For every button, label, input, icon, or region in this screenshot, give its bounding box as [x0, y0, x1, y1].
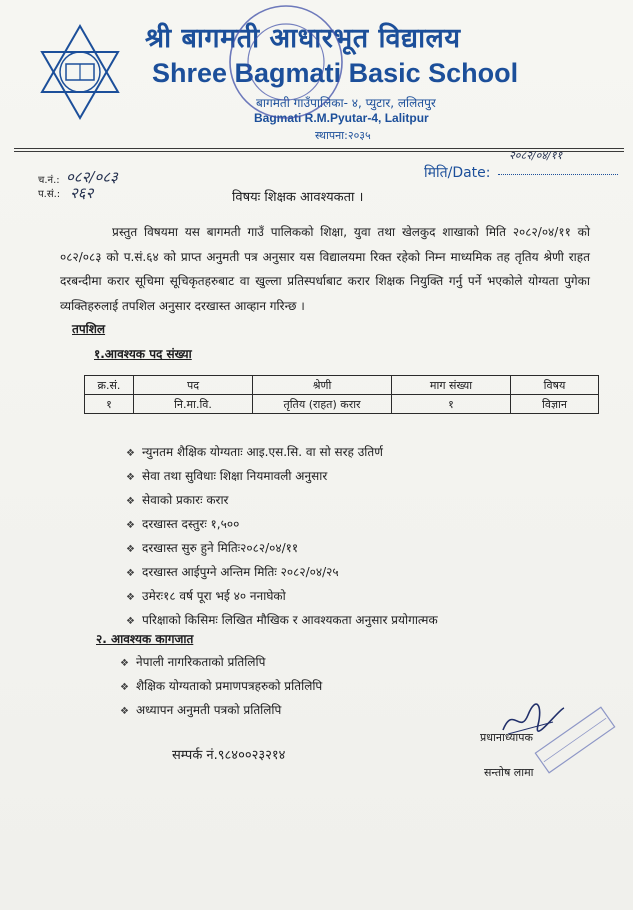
chalani-label: च.नं.: — [38, 175, 60, 186]
requirement-text: दरखास्त आईपुग्ने अन्तिम मितिः २०८२/०४/२५ — [142, 565, 339, 579]
diamond-bullet-icon: ❖ — [126, 520, 135, 531]
list-item — [126, 560, 438, 584]
requirements-list — [126, 440, 438, 632]
principal-name: सन्तोष लामा — [484, 766, 534, 779]
principal-title: प्रधानाध्यापक — [480, 731, 533, 744]
diamond-bullet-icon: ❖ — [126, 472, 135, 483]
table-header-row — [85, 376, 599, 395]
col-subject: विषय — [511, 376, 599, 395]
diamond-bullet-icon: ❖ — [126, 544, 135, 555]
list-item — [126, 536, 438, 560]
cell-serial: १ — [85, 395, 134, 414]
document-text: अध्यापन अनुमती पत्रको प्रतिलिपि — [136, 703, 282, 717]
col-count: माग संख्या — [392, 376, 511, 395]
round-stamp-icon — [224, 0, 349, 125]
requirement-text: उमेरः१८ वर्ष पूरा भई ४० ननाघेको — [142, 589, 286, 603]
section-documents-title: २. आवश्यक कागजात — [96, 632, 194, 646]
school-name-english: Shree Bagmati Basic School — [152, 58, 519, 88]
contact-number: सम्पर्क नं.९८४००२३२१४ — [172, 748, 286, 763]
school-logo-icon — [30, 22, 130, 122]
cell-subject: विज्ञान — [511, 395, 599, 414]
vacancy-table — [84, 375, 599, 414]
list-item — [126, 584, 438, 608]
diamond-bullet-icon: ❖ — [126, 592, 135, 603]
requirement-text: न्युनतम शैक्षिक योग्यताः आइ.एस.सि. वा सो सरह उतिर्ण — [142, 445, 383, 459]
school-name-nepali: श्री बागमती आधारभूत विद्यालय — [145, 23, 461, 54]
principal-stamp-icon — [525, 690, 625, 790]
cell-count: १ — [392, 395, 511, 414]
table-row — [85, 395, 599, 414]
established-year: स्थापना:२०३५ — [315, 129, 371, 142]
address-english: Bagmati R.M.Pyutar-4, Lalitpur — [254, 111, 429, 125]
date-dotted-line — [498, 174, 618, 175]
list-item — [126, 488, 438, 512]
details-heading: तपशिल — [72, 322, 106, 336]
patra-sankhya-number: २६२ — [70, 184, 94, 202]
cell-post: नि.मा.वि. — [134, 395, 253, 414]
list-item — [120, 698, 322, 722]
diamond-bullet-icon: ❖ — [120, 658, 129, 669]
col-post: पद — [134, 376, 253, 395]
cell-grade: तृतिय (राहत) करार — [253, 395, 392, 414]
col-grade: श्रेणी — [253, 376, 392, 395]
letter-body: प्रस्तुत विषयमा यस बागमती गाउँ पालिकको शिक्षा, युवा तथा खेलकुद शाखाको मिति २०८२/०४/११ को ०८२/०८३ को प.सं.६४ को प्राप्त अनुमती पत्र अनुसार यस विद्यालयमा रिक्त रहेको निम्न माध्यमिक तह तृतिय श्रेणी राहत दरबन्दीमा करार सूचिमा सूचिकृतहरुबाट वा खुल्ला प्रतिस्पर्धाबाट करार शिक्षक नियुक्ति गर्नु पर्ने भएकोले योग्यता पुगेका व्यक्तिहरुलाई तपशिल अनुसार दरखास्त आव्हान गरिन्छ । — [60, 225, 590, 313]
chalani-number: ०८२/०८३ — [66, 168, 118, 186]
address-nepali: बागमती गाउँपालिका- ४, प्युटार, ललितपुर — [256, 96, 436, 110]
list-item — [120, 674, 322, 698]
document-text: शैक्षिक योग्यताको प्रमाणपत्रहरुको प्रतिलिपि — [136, 679, 323, 693]
list-item — [126, 464, 438, 488]
document-text: नेपाली नागरिकताको प्रतिलिपि — [136, 655, 266, 669]
col-serial: क्र.सं. — [85, 376, 134, 395]
diamond-bullet-icon: ❖ — [126, 448, 135, 459]
date-label: मिति/Date: — [424, 165, 491, 181]
section-posts-title: १.आवश्यक पद संख्या — [94, 347, 192, 361]
patra-sankhya-label: प.सं.: — [38, 189, 61, 200]
letter-subject: विषयः शिक्षक आवश्यकता । — [232, 190, 364, 205]
list-item — [126, 608, 438, 632]
requirement-text: दरखास्त दस्तुरः १,५०० — [142, 517, 240, 531]
list-item — [126, 440, 438, 464]
requirement-text: परिक्षाको किसिमः लिखित मौखिक र आवश्यकता अनुसार प्रयोगात्मक — [142, 613, 438, 627]
requirement-text: सेवाको प्रकारः करार — [142, 493, 229, 507]
documents-list — [120, 650, 322, 722]
list-item — [120, 650, 322, 674]
diamond-bullet-icon: ❖ — [126, 568, 135, 579]
requirement-text: दरखास्त सुरु हुने मितिः२०८२/०४/११ — [142, 541, 299, 555]
requirement-text: सेवा तथा सुविधाः शिक्षा नियमावली अनुसार — [142, 469, 328, 483]
handwritten-date: २०८२/०४/११ — [509, 149, 563, 162]
diamond-bullet-icon: ❖ — [120, 682, 129, 693]
diamond-bullet-icon: ❖ — [126, 496, 135, 507]
diamond-bullet-icon: ❖ — [120, 706, 129, 717]
diamond-bullet-icon: ❖ — [126, 616, 135, 627]
list-item — [126, 512, 438, 536]
